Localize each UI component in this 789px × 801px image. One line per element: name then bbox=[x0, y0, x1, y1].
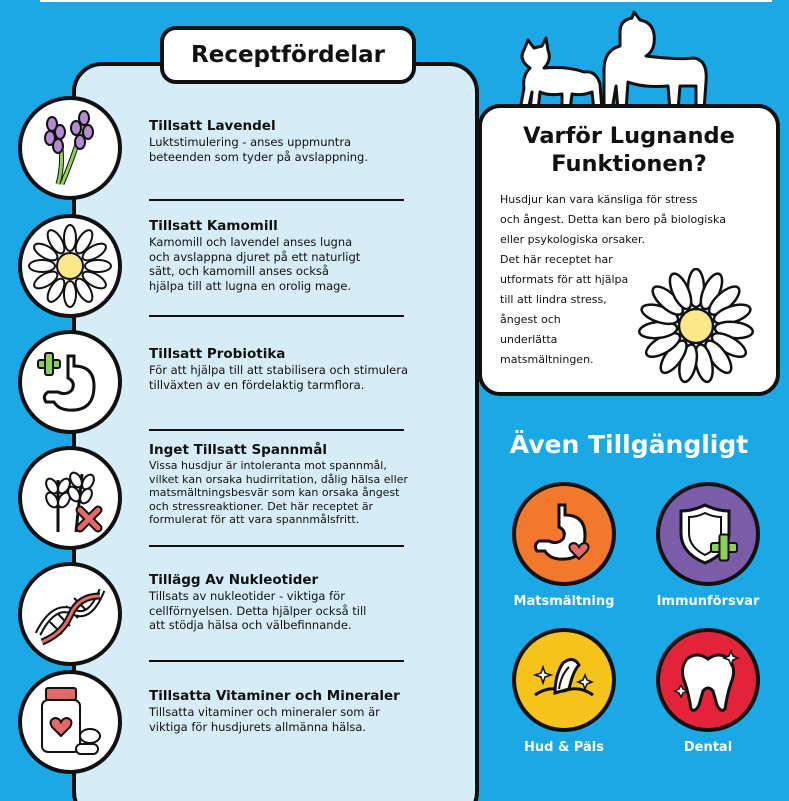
desc-line: Tillsatta vitaminer och mineraler som är bbox=[149, 705, 380, 719]
benefit-title: Tillsatt Kamomill bbox=[149, 218, 278, 234]
why-title-line: Varför Lugnande bbox=[523, 123, 735, 149]
benefit-desc bbox=[149, 589, 459, 633]
desc-line: tillväxten av en fördelaktig tarmflora. bbox=[149, 377, 365, 392]
vitamin-jar-icon bbox=[18, 670, 122, 774]
feature-digestion bbox=[494, 482, 634, 609]
desc-line: Luktstimulering - anses uppmuntra bbox=[149, 135, 352, 149]
also-available-title: Även Tillgängligt bbox=[509, 430, 749, 459]
separator bbox=[149, 660, 404, 662]
separator bbox=[149, 315, 404, 317]
tooth-icon bbox=[656, 628, 760, 732]
stomach-heart-icon bbox=[512, 482, 616, 586]
chamomile-icon bbox=[18, 214, 122, 318]
desc-line: cellförnyelsen. Detta hjälper också till bbox=[149, 603, 367, 618]
desc-line: hjälpa till att lugna en orolig mage. bbox=[149, 278, 352, 293]
benefit-probiotics bbox=[149, 346, 459, 392]
feature-label: Matsmältning bbox=[513, 594, 615, 609]
why-title-line: Funktionen? bbox=[551, 151, 707, 177]
desc-line: matsmältningsbesvär som kan orsaka ångest bbox=[149, 486, 400, 499]
top-divider bbox=[40, 0, 772, 2]
feature-label: Hud & Päls bbox=[524, 740, 604, 755]
why-text-line: till att lindra stress, bbox=[500, 293, 607, 306]
separator bbox=[149, 545, 404, 547]
feature-skin-coat bbox=[494, 628, 634, 755]
benefit-desc bbox=[149, 363, 459, 392]
why-text-line: Det här receptet har bbox=[500, 253, 613, 266]
desc-line: vilket kan orsaka hudirritation, dålig hälsa eller bbox=[149, 472, 408, 486]
desc-line: formulerat för att vara spannmålsfritt. bbox=[149, 513, 360, 526]
chamomile-flower-icon bbox=[638, 268, 754, 384]
lavender-icon bbox=[18, 96, 122, 200]
grain-free-icon bbox=[18, 446, 122, 550]
why-card bbox=[478, 104, 780, 396]
shield-plus-icon bbox=[656, 482, 760, 586]
feature-label: Dental bbox=[683, 740, 733, 755]
panel-title: Receptfördelar bbox=[160, 26, 416, 84]
separator bbox=[149, 429, 404, 431]
benefit-nucleotides bbox=[149, 572, 459, 633]
benefit-title: Tillsatt Lavendel bbox=[149, 118, 276, 134]
why-text-line: och ångest. Detta kan bero på biologiska bbox=[500, 213, 726, 226]
benefit-chamomile bbox=[149, 218, 459, 293]
why-text-line: underlätta bbox=[500, 333, 558, 346]
desc-line: och stressreaktioner. Det här receptet är bbox=[149, 499, 374, 513]
cat-dog-icon bbox=[508, 10, 718, 110]
desc-line: Vissa husdjur är intoleranta mot spannmål, bbox=[149, 459, 387, 472]
benefit-title: Inget Tillsatt Spannmål bbox=[149, 442, 327, 458]
benefit-title: Tillägg Av Nukleotider bbox=[149, 572, 319, 588]
feature-immunity bbox=[638, 482, 778, 609]
desc-line: att stödja hälsa och välbefinnande. bbox=[149, 618, 352, 632]
separator bbox=[149, 199, 404, 201]
desc-line: Tillsats av nukleotider - viktiga för bbox=[149, 589, 345, 603]
why-title bbox=[482, 122, 776, 178]
desc-line: viktiga för husdjurets allmänna hälsa. bbox=[149, 719, 367, 734]
dna-icon bbox=[18, 562, 122, 666]
desc-line: För att hjälpa till att stabilisera och stimulera bbox=[149, 363, 409, 377]
feature-dental bbox=[638, 628, 778, 755]
benefit-lavender bbox=[149, 118, 459, 164]
why-text-line: matsmältningen. bbox=[500, 353, 594, 366]
benefit-desc bbox=[149, 135, 459, 164]
desc-line: Kamomill och lavendel anses lugna bbox=[149, 235, 353, 249]
benefit-vitamins bbox=[149, 688, 459, 734]
why-text-line: utformats för att hjälpa bbox=[500, 273, 629, 286]
why-text-line: ångest och bbox=[500, 313, 561, 326]
why-text-line: eller psykologiska orsaker. bbox=[500, 233, 646, 246]
feature-label: Immunförsvar bbox=[656, 594, 760, 609]
desc-line: beteenden som tyder på avslappning. bbox=[149, 149, 369, 164]
benefit-desc bbox=[149, 235, 459, 293]
hair-follicle-icon bbox=[512, 628, 616, 732]
benefit-desc bbox=[149, 705, 459, 734]
benefit-grain-free bbox=[149, 442, 459, 527]
desc-line: sätt, och kamomill anses också bbox=[149, 264, 329, 278]
benefit-title: Tillsatta Vitaminer och Mineraler bbox=[149, 688, 400, 704]
desc-line: och avslappna djuret på ett naturligt bbox=[149, 249, 361, 264]
why-text-line: Husdjur kan vara känsliga för stress bbox=[500, 193, 698, 206]
stomach-plus-icon bbox=[18, 330, 122, 434]
benefit-desc bbox=[149, 459, 459, 527]
benefit-title: Tillsatt Probiotika bbox=[149, 346, 286, 362]
